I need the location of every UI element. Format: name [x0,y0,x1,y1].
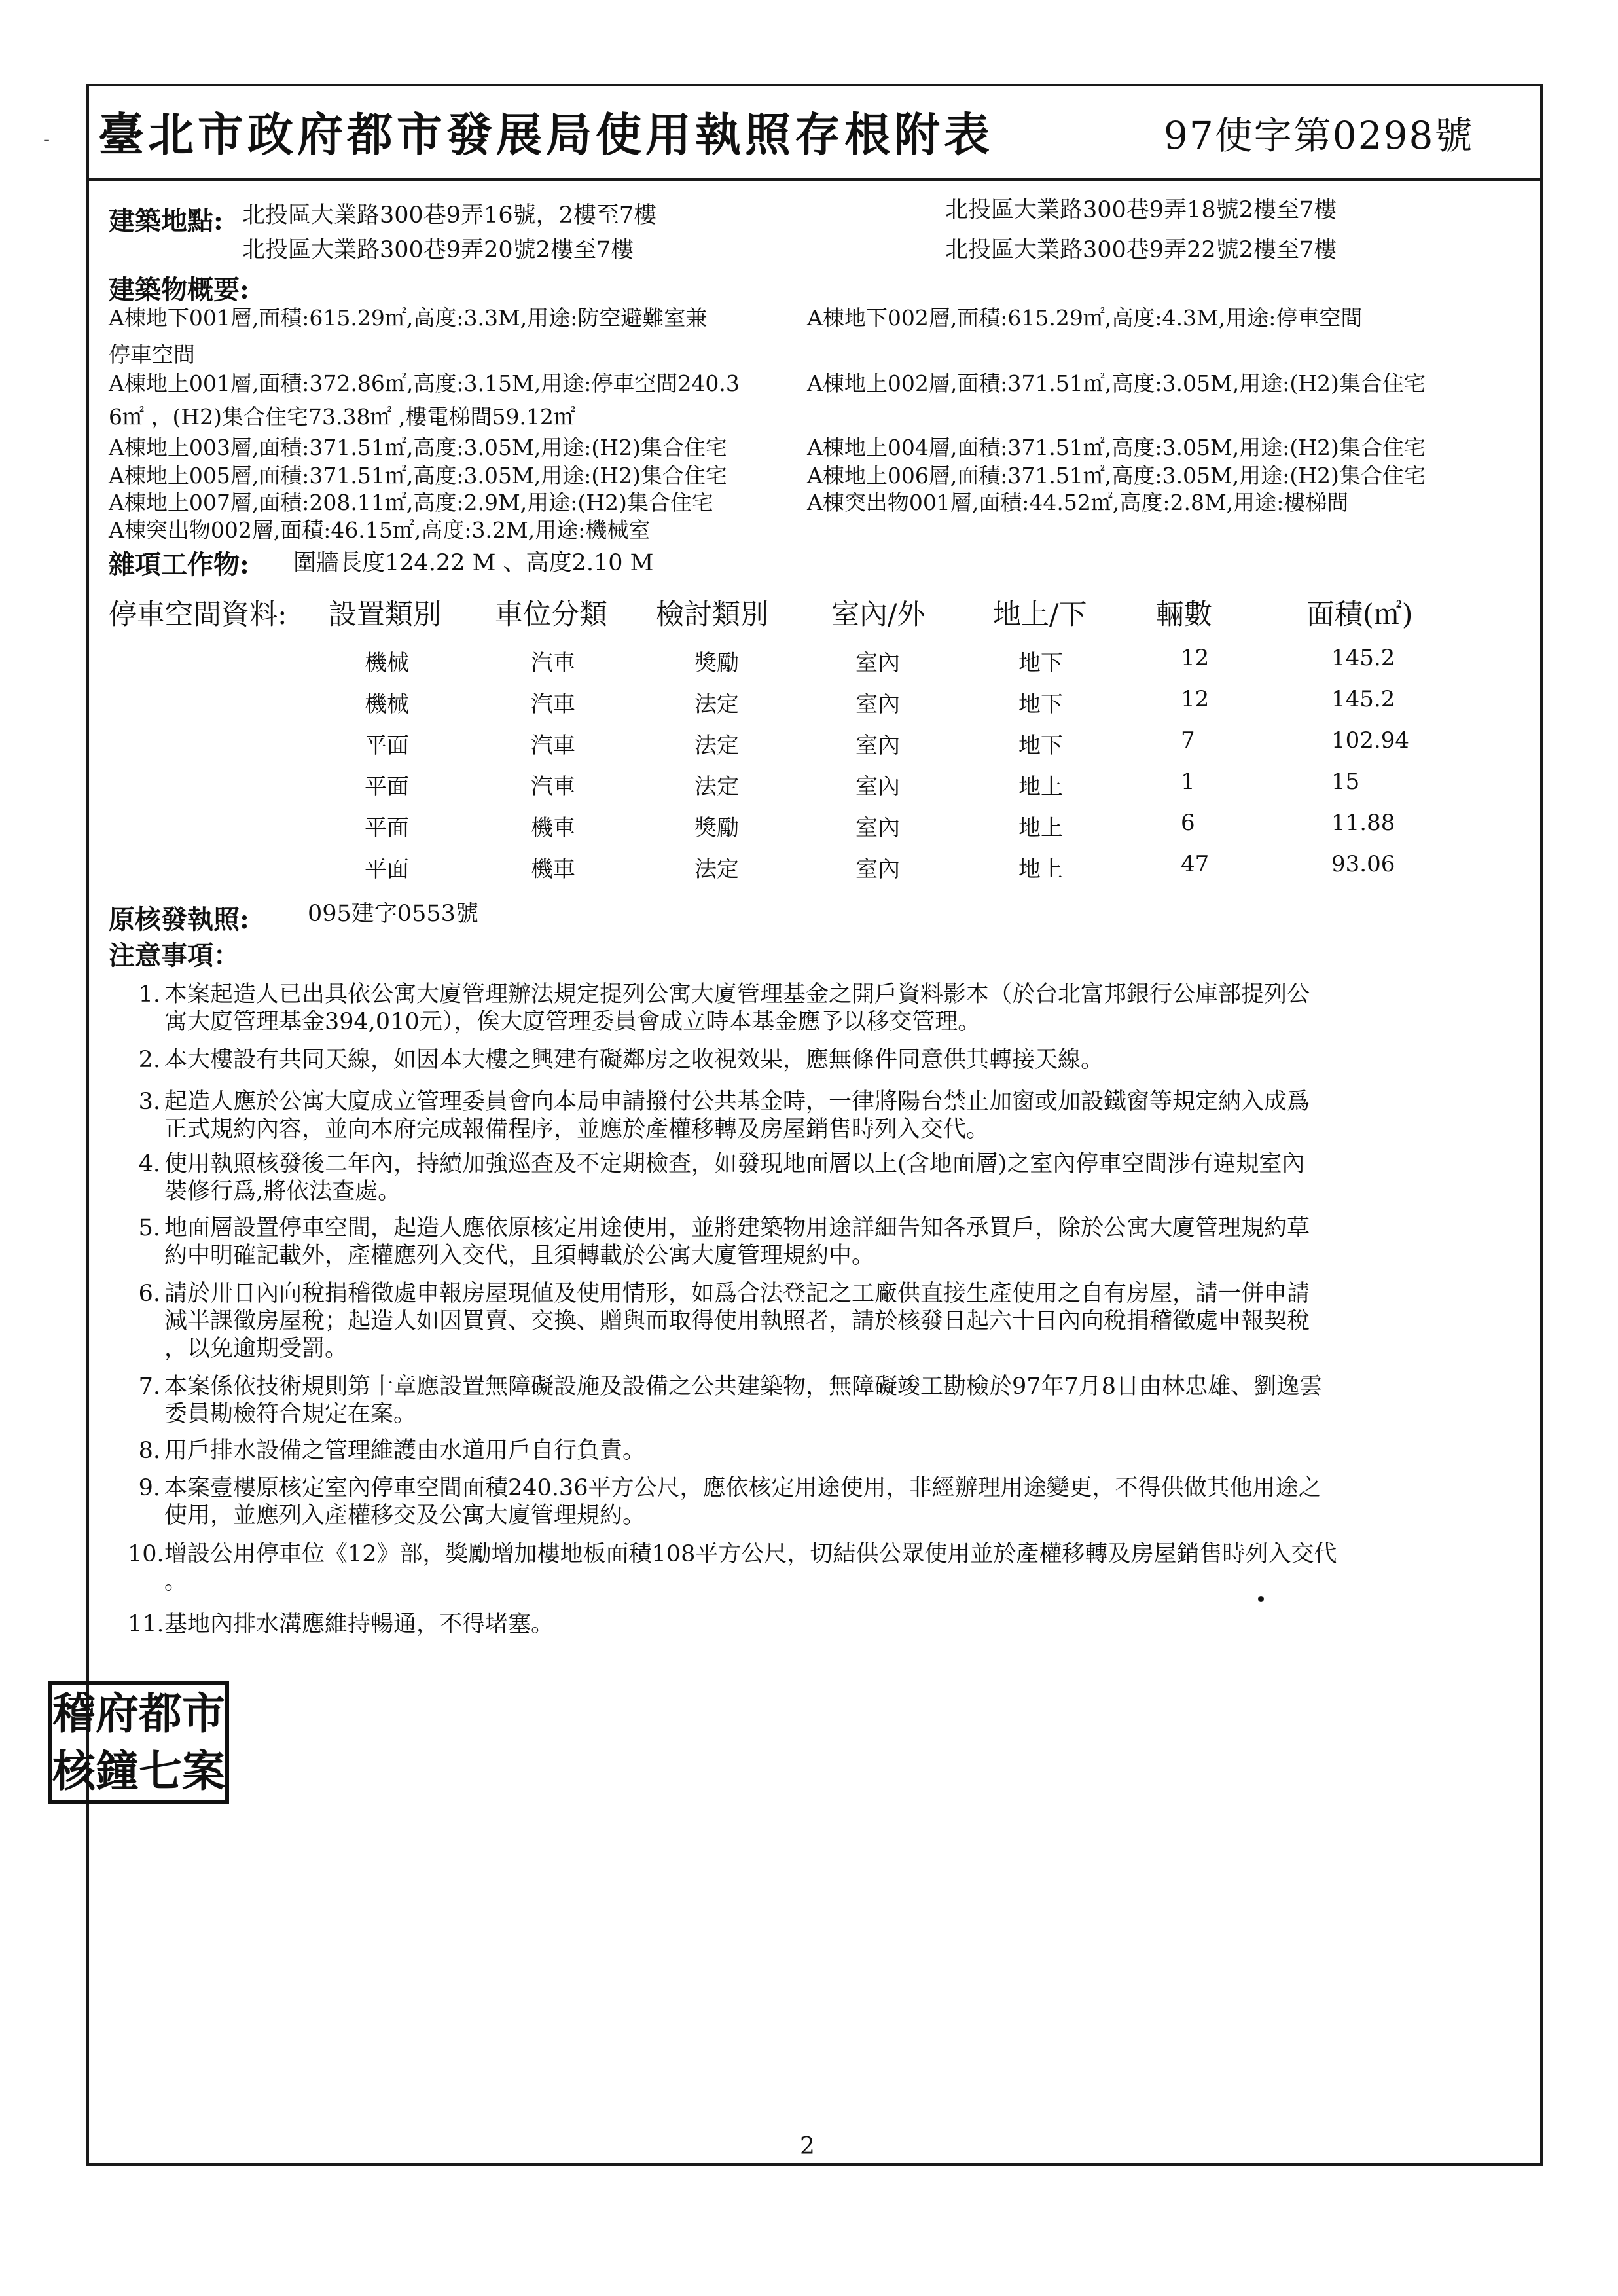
seal-char: 市 [182,1688,225,1739]
overview-line: A棟地上004層,面積:371.51㎡,高度:3.05M,用途:(H2)集合住宅 [807,435,1426,460]
note-text [164,1214,1526,1269]
margin-mark: - [43,128,50,151]
parking-cell: 法定 [694,691,739,718]
note-number: 8. [138,1438,160,1464]
note-text [164,1437,1526,1465]
page-number: 2 [800,2133,815,2160]
note-number: 11. [128,1611,164,1637]
note-line: 正式規約內容，並向本府完成報備程序，並應於產權移轉及房屋銷售時列入交代。 [164,1116,990,1142]
parking-col-header: 輛數 [1156,598,1212,631]
note-line: 用戶排水設備之管理維護由水道用戶自行負責。 [164,1438,646,1464]
original-permit-value: 095建字0553號 [308,901,478,927]
seal-char: 核 [52,1746,96,1796]
parking-col-header: 地上/下 [993,598,1087,631]
permit-number: 97使字第0298號 [1164,113,1474,158]
note-number: 9. [138,1475,160,1501]
note-number: 3. [138,1089,160,1115]
seal-char: 鐘 [96,1746,139,1796]
parking-cell: 室內 [855,733,900,759]
parking-cell: 地下 [1018,691,1063,718]
address-line: 北投區大業路300巷9弄20號2樓至7樓 [242,237,634,263]
overview-line: A棟地下002層,面積:615.29㎡,高度:4.3M,用途:停車空間 [807,305,1363,331]
note-text [164,1611,1526,1638]
parking-cell: 11.88 [1331,810,1395,836]
parking-cell: 102.94 [1331,727,1409,754]
parking-cell: 法定 [694,774,739,800]
overview-line: A棟突出物002層,面積:46.15㎡,高度:3.2M,用途:機械室 [109,517,651,543]
note-line: 委員勘檢符合規定在案。 [164,1401,417,1427]
note-line: 使用執照核發後二年內，持續加強巡查及不定期檢查，如發現地面層以上(含地面層)之室內停車空間涉有違規室內 [164,1151,1305,1177]
seal-char: 稽 [52,1688,96,1739]
note-line: 請於卅日內向稅捐稽徵處申報房屋現値及使用情形，如爲合法登記之工廠供直接生產使用之自有房屋，請一併申請 [164,1281,1310,1307]
parking-col-header: 室內/外 [831,598,926,631]
parking-cell: 室內 [855,856,900,883]
note-line: 本大樓設有共同天線，如因本大樓之興建有礙鄰房之收視效果，應無條件同意供其轉接天線。 [164,1047,1104,1073]
parking-label: 停車空間資料: [109,598,287,631]
note-line: 減半課徵房屋稅；起造人如因買賣、交換、贈與而取得使用執照者，請於核發日起六十日內向稅捐稽徵處申報契稅 [164,1308,1310,1334]
note-number: 1. [138,981,160,1008]
overview-line: A棟地上005層,面積:371.51㎡,高度:3.05M,用途:(H2)集合住宅 [109,463,727,488]
address-line: 北投區大業路300巷9弄16號，2樓至7樓 [242,202,657,228]
parking-cell: 145.2 [1331,686,1395,712]
note-text [164,1150,1526,1205]
note-number: 7. [138,1374,160,1400]
note-line: 本案壹樓原核定室內停車空間面積240.36平方公尺，應依核定用途使用，非經辦理用途變更，不得供做其他用途之 [164,1475,1321,1501]
notes-label: 注意事項： [109,940,240,971]
header-divider [86,178,1543,181]
note-line: 使用，並應列入產權移交及公寓大廈管理規約。 [164,1503,646,1529]
note-text [164,1088,1526,1143]
note-line: 寓大廈管理基金394,010元），俟大廈管理委員會成立時本基金應予以移交管理。 [164,1009,981,1035]
note-text [164,1540,1526,1595]
document-title: 臺北市政府都市發展局使用執照存根附表 [98,107,994,162]
parking-cell: 6 [1181,810,1195,836]
note-line: 基地內排水溝應維持暢通，不得堵塞。 [164,1611,554,1637]
parking-cell: 法定 [694,733,739,759]
parking-cell: 汽車 [531,691,575,718]
note-line: 裝修行爲,將依法查處。 [164,1178,401,1205]
parking-cell: 47 [1181,851,1210,877]
note-text [164,1280,1526,1362]
misc-works-value: 圍牆長度124.22 M 、高度2.10 M [293,550,654,576]
parking-cell: 地下 [1018,733,1063,759]
note-line: 本案起造人已出具依公寓大廈管理辦法規定提列公寓大廈管理基金之開戶資料影本（於台北富邦銀行公庫部提列公 [164,981,1310,1008]
original-permit-label: 原核發執照: [109,904,249,935]
note-line: 。 [164,1569,188,1595]
parking-cell: 12 [1181,686,1210,712]
note-text [164,1373,1526,1428]
note-number: 2. [138,1047,160,1073]
note-text [164,981,1526,1036]
overview-line: A棟突出物001層,面積:44.52㎡,高度:2.8M,用途:樓梯間 [807,490,1349,515]
parking-cell: 平面 [365,856,409,883]
note-number: 4. [138,1151,160,1177]
parking-cell: 獎勵 [694,815,739,841]
parking-cell: 15 [1331,769,1360,795]
parking-cell: 平面 [365,733,409,759]
parking-cell: 法定 [694,856,739,883]
parking-cell: 機車 [531,815,575,841]
parking-cell: 室內 [855,650,900,676]
overview-line: 停車空間 [109,342,195,367]
misc-works-label: 雜項工作物: [109,549,249,580]
parking-cell: 地上 [1018,856,1063,883]
overview-label: 建築物概要: [109,274,249,305]
note-number: 6. [138,1281,160,1307]
parking-cell: 平面 [365,815,409,841]
parking-cell: 室內 [855,691,900,718]
note-line: 增設公用停車位《12》部，獎勵增加樓地板面積108平方公尺，切結供公眾使用並於產權移轉及房屋銷售時列入交代 [164,1541,1337,1567]
note-number: 10. [128,1541,164,1567]
seal-char: 都 [139,1688,182,1739]
parking-cell: 地下 [1018,650,1063,676]
parking-cell: 12 [1181,645,1210,671]
parking-cell: 93.06 [1331,851,1395,877]
seal-char: 府 [96,1688,139,1739]
parking-cell: 汽車 [531,733,575,759]
seal-char: 七 [139,1746,182,1796]
overview-line: A棟地上006層,面積:371.51㎡,高度:3.05M,用途:(H2)集合住宅 [807,463,1426,488]
seal-char: 案 [182,1746,225,1796]
parking-cell: 145.2 [1331,645,1395,671]
overview-line: A棟地上002層,面積:371.51㎡,高度:3.05M,用途:(H2)集合住宅 [807,371,1426,396]
address-line: 北投區大業路300巷9弄18號2樓至7樓 [945,197,1337,223]
address-label: 建築地點: [109,206,223,236]
parking-col-header: 面積(㎡) [1306,598,1413,631]
note-text [164,1474,1526,1529]
overview-line: A棟地下001層,面積:615.29㎡,高度:3.3M,用途:防空避難室兼 [109,305,708,331]
parking-cell: 機械 [365,691,409,718]
overview-line: A棟地上003層,面積:371.51㎡,高度:3.05M,用途:(H2)集合住宅 [109,435,727,460]
note-line: ，以免逾期受罰。 [164,1336,348,1362]
note-number: 5. [138,1215,160,1241]
parking-cell: 汽車 [531,650,575,676]
parking-cell: 7 [1181,727,1195,754]
official-seal [48,1681,229,1804]
note-line: 本案係依技術規則第十章應設置無障礙設施及設備之公共建築物，無障礙竣工勘檢於97年7月8日由林忠雄、劉逸雲 [164,1374,1323,1400]
parking-cell: 機械 [365,650,409,676]
parking-cell: 室內 [855,774,900,800]
parking-col-header: 車位分類 [495,598,607,631]
parking-cell: 平面 [365,774,409,800]
overview-line: A棟地上001層,面積:372.86㎡,高度:3.15M,用途:停車空間240.3 [109,371,740,396]
overview-line: 6㎡ ，(H2)集合住宅73.38㎡ ,樓電梯間59.12㎡ [109,404,575,429]
parking-cell: 獎勵 [694,650,739,676]
parking-col-header: 檢討類別 [656,598,768,631]
parking-cell: 地上 [1018,774,1063,800]
parking-cell: 室內 [855,815,900,841]
note-line: 約中明確記載外，產權應列入交代，且須轉載於公寓大廈管理規約中。 [164,1243,875,1269]
parking-cell: 汽車 [531,774,575,800]
note-line: 起造人應於公寓大廈成立管理委員會向本局申請撥付公共基金時，一律將陽台禁止加窗或加設鐵窗等規定納入成爲 [164,1089,1310,1115]
overview-line: A棟地上007層,面積:208.11㎡,高度:2.9M,用途:(H2)集合住宅 [109,490,713,515]
parking-col-header: 設置類別 [329,598,441,631]
parking-cell: 1 [1181,769,1195,795]
parking-cell: 地上 [1018,815,1063,841]
note-line: 地面層設置停車空間，起造人應依原核定用途使用，並將建築物用途詳細告知各承買戶，除於公寓大廈管理規約草 [164,1215,1310,1241]
address-line: 北投區大業路300巷9弄22號2樓至7樓 [945,237,1337,263]
parking-cell: 機車 [531,856,575,883]
scan-speck [1258,1596,1264,1602]
note-text [164,1046,1526,1074]
